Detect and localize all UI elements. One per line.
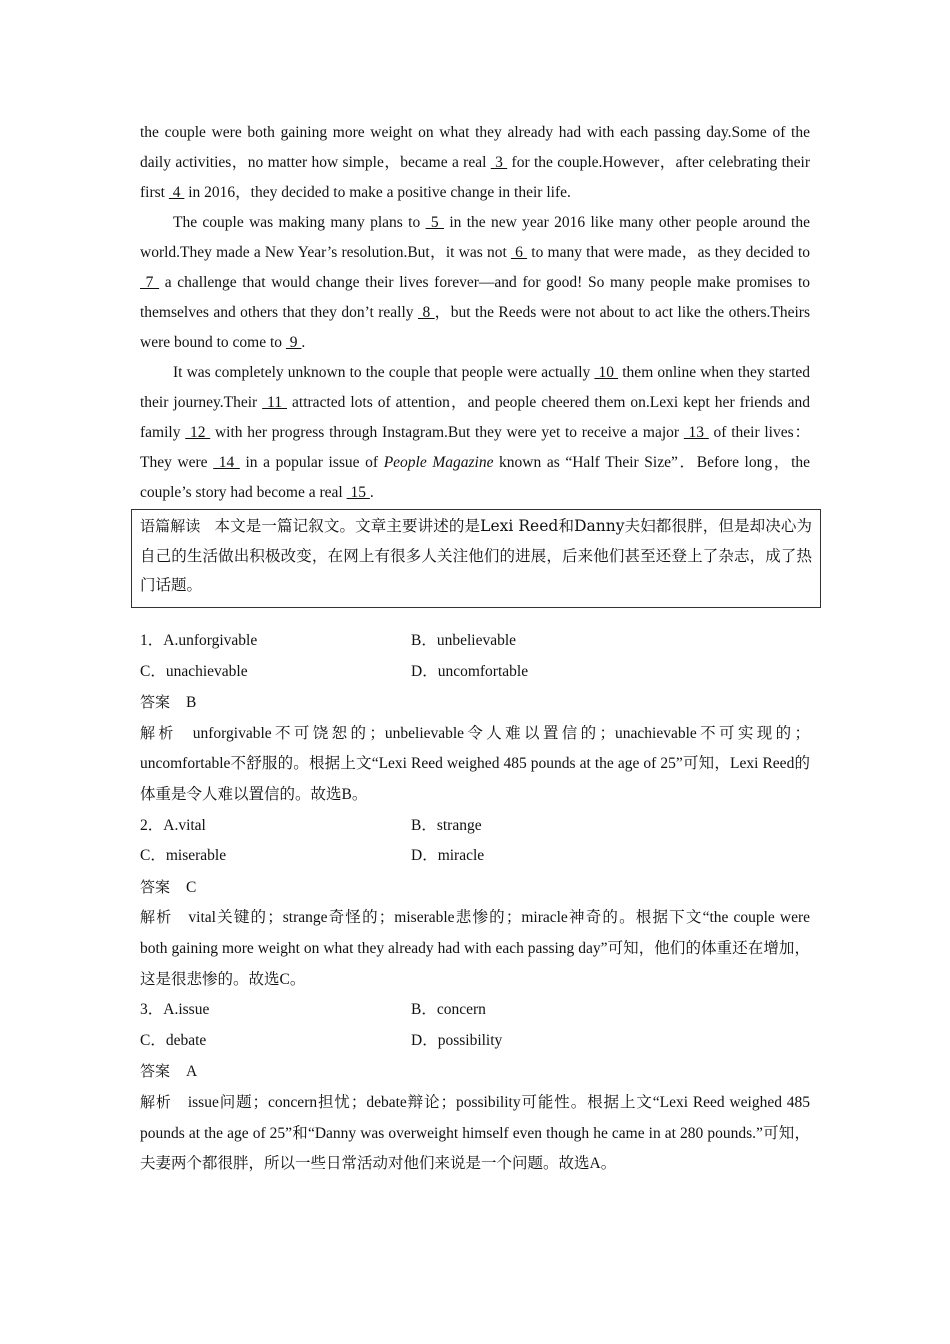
option-b: B．strange — [411, 816, 482, 834]
option-b: B．concern — [411, 1001, 486, 1019]
questions-section — [140, 626, 810, 1180]
explanation-text: vital关键的；strange奇怪的；miserable悲惨的；miracle神奇的。根据下文“the couple were both gaining more weight on what they already had with each passing day”可知，他们的体重还在增加，这是很悲惨的。故选C。 — [140, 909, 810, 988]
question-3-answer — [140, 1056, 810, 1087]
blank-10: 10 — [594, 364, 619, 381]
passage-summary-box — [131, 509, 821, 608]
option-d: D．miracle — [411, 847, 485, 865]
passage-text: in the new year 2016 like many other people around the world.They made a New Year’s resolution.But，it was not — [140, 214, 810, 261]
blank-5: 5 — [425, 214, 444, 231]
question-1-answer — [140, 687, 810, 718]
passage-text: The couple was making many plans to — [173, 214, 426, 231]
answer-value: A — [186, 1063, 198, 1081]
explanation-label: 解析 — [140, 723, 177, 742]
summary-label: 语篇解读 — [140, 517, 201, 535]
question-1-options-ab — [140, 626, 810, 657]
option-d: D．uncomfortable — [411, 662, 529, 680]
answer-value: B — [186, 694, 197, 712]
explanation-text: unforgivable不可饶恕的；unbelievable令人难以置信的；unachievable不可实现的；uncomfortable不舒服的。根据上文“Lexi Reed weighed 485 pounds at the age of 25”可知，Lexi Reed的体重是令人难以置信的。故选B。 — [140, 724, 810, 803]
blank-9: 9 — [285, 334, 302, 351]
passage-text: for the couple.However，after celebrating their first — [140, 154, 810, 201]
passage-text: a challenge that would change their lives forever—and for good! So many people make promises to themselves and others that they don’t really — [140, 274, 810, 321]
blank-12: 12 — [185, 424, 211, 441]
passage-text: to many that were made，as they decided to — [527, 244, 811, 261]
blank-11: 11 — [262, 394, 288, 411]
passage-text: the couple were both gaining more weight on what they already had with each passing day.Some of the daily activities，no matter how simple，became a real — [140, 124, 810, 171]
passage-text: with her progress through Instagram.But they were yet to receive a major — [210, 424, 684, 441]
option-a: 1．A.unforgivable — [140, 632, 258, 649]
blank-13: 13 — [683, 424, 709, 441]
summary-text: 本文是一篇记叙文。文章主要讲述的是Lexi Reed和Danny夫妇都很胖，但是却决心为自己的生活做出积极改变，在网上有很多人关注他们的进展，后来他们甚至还登上了杂志，成了热门话题。 — [140, 517, 812, 594]
blank-6: 6 — [510, 244, 528, 261]
explanation-label: 解析 — [140, 908, 173, 927]
question-2-explanation — [140, 902, 810, 995]
question-1-explanation — [140, 718, 810, 811]
option-a: 2．A.vital — [140, 816, 206, 834]
passage-text: in a popular issue of — [239, 454, 384, 471]
explanation-label: 解析 — [140, 1092, 172, 1111]
passage-paragraph-3 — [140, 358, 810, 508]
blank-3: 3 — [490, 154, 508, 171]
passage-text: in 2016，they decided to make a positive change in their life. — [184, 184, 571, 201]
answer-label: 答案 — [140, 1062, 171, 1081]
blank-8: 8 — [418, 304, 435, 321]
passage-paragraph-1 — [140, 118, 810, 208]
blank-7: 7 — [140, 274, 160, 291]
option-b: B．unbelievable — [411, 632, 517, 649]
answer-value: C — [186, 878, 197, 896]
question-2-options-ab — [140, 811, 810, 842]
blank-4: 4 — [168, 184, 185, 201]
question-3-explanation — [140, 1087, 810, 1180]
passage-text: them online when they started their journey.Their — [140, 364, 811, 411]
passage-text: It was completely unknown to the couple that people were actually — [173, 364, 595, 381]
option-c: C．miserable — [140, 847, 227, 865]
passage-text: . — [369, 484, 374, 501]
passage-paragraph-2 — [140, 208, 810, 358]
passage-text: attracted lots of attention，and people cheered them on.Lexi kept her friends and family — [140, 394, 810, 441]
option-a: 3．A.issue — [140, 1001, 210, 1019]
passage-text: ，but the Reeds were not about to act like the others.Theirs were bound to come to — [140, 304, 810, 351]
question-1-options-cd — [140, 657, 810, 688]
question-2-options-cd — [140, 841, 810, 872]
passage — [140, 118, 810, 508]
answer-label: 答案 — [140, 693, 171, 712]
question-3-options-ab — [140, 995, 810, 1026]
passage-text: known as “Half Their Size”．Before long，the couple’s story had become a real — [140, 454, 810, 501]
blank-14: 14 — [213, 454, 240, 471]
answer-label: 答案 — [140, 877, 171, 896]
option-d: D．possibility — [411, 1031, 503, 1049]
passage-text: . — [301, 334, 306, 351]
explanation-text: issue问题；concern担忧；debate辩论；possibility可能性。根据上文“Lexi Reed weighed 485 pounds at the age of 25”和“Danny was overweight himself even though he came in at 280 pounds.”可知，夫妻两个都很胖，所以一些日常活动对他们来说是一个问题。故选A。 — [140, 1093, 810, 1173]
option-c: C．debate — [140, 1031, 207, 1049]
question-3-options-cd — [140, 1026, 810, 1057]
question-2-answer — [140, 872, 810, 903]
magazine-title: People Magazine — [383, 454, 494, 471]
option-c: C．unachievable — [140, 662, 248, 680]
blank-15: 15 — [346, 484, 370, 501]
passage-text: of their lives：They were — [140, 424, 811, 471]
